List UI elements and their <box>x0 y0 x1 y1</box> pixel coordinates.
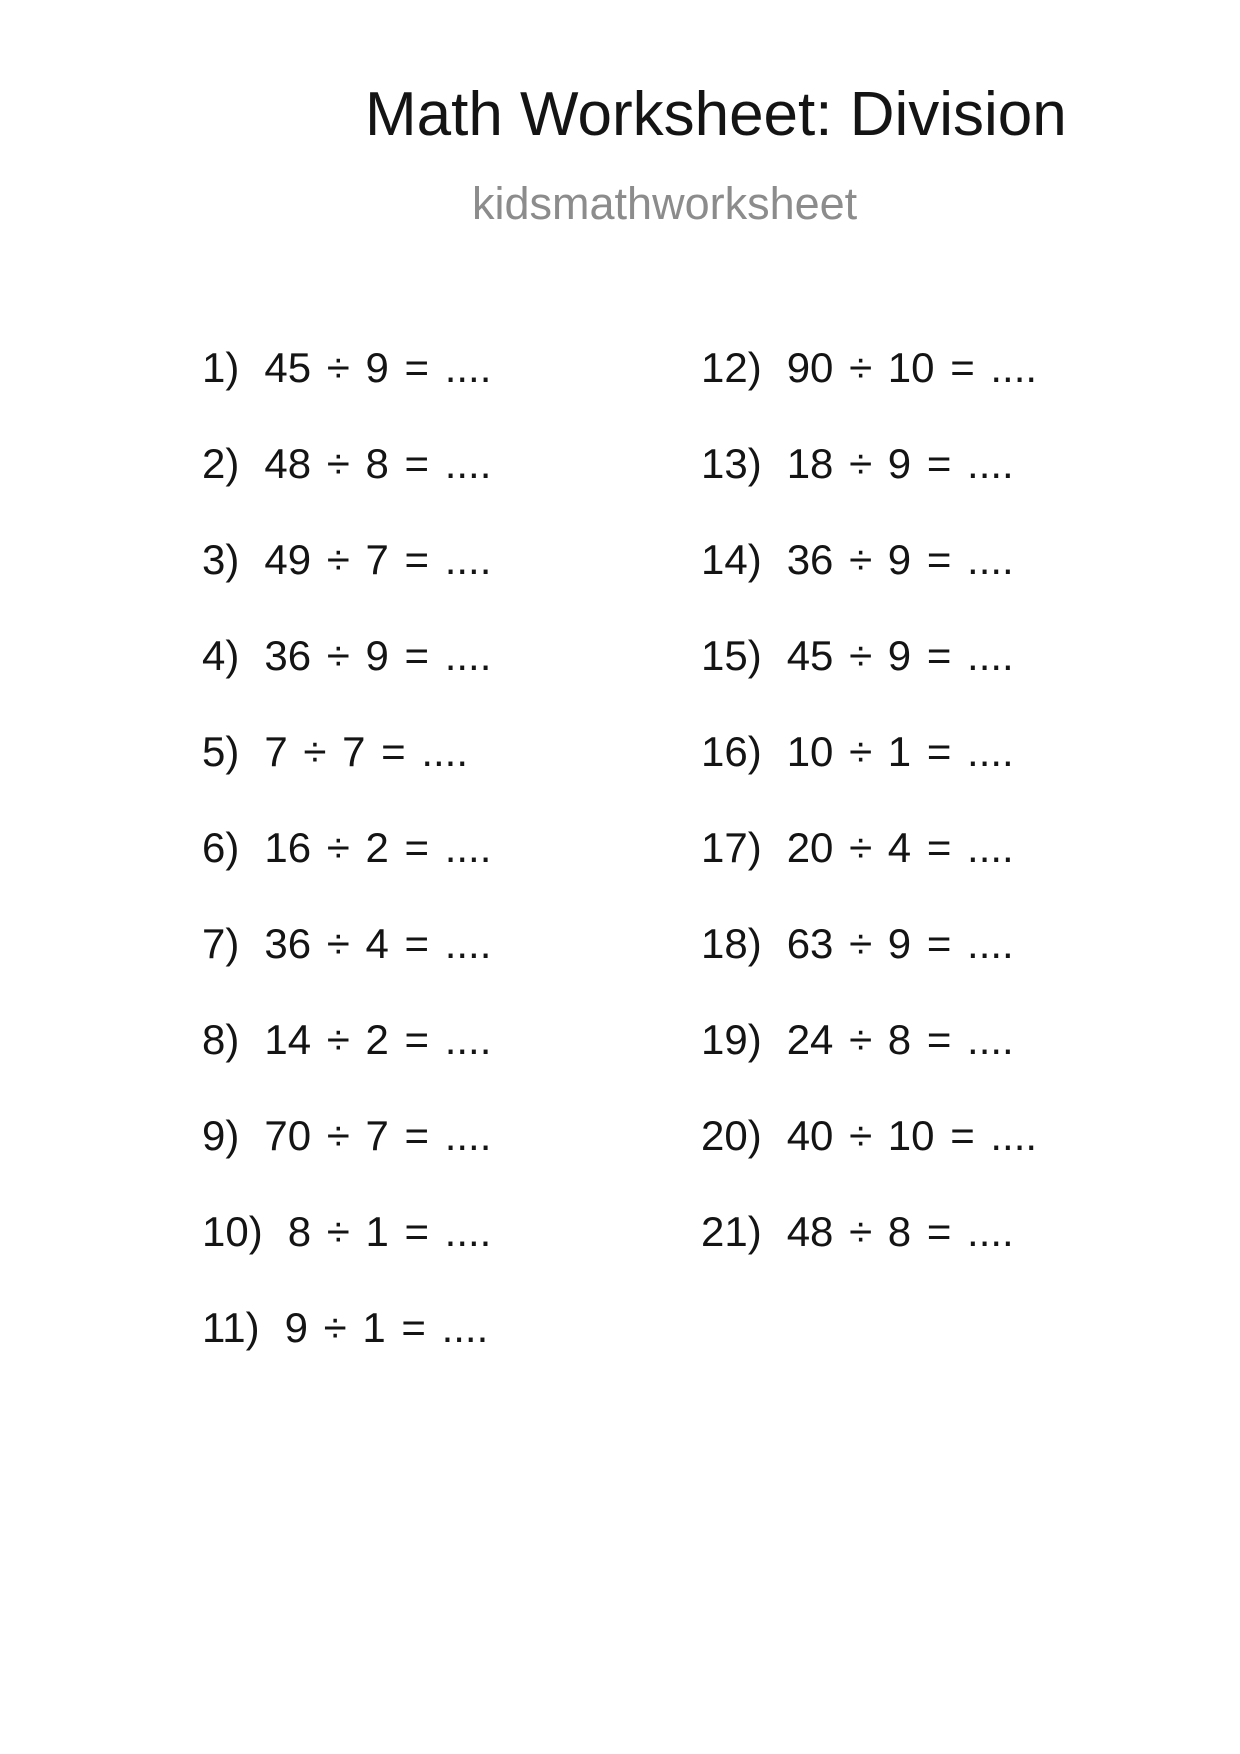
problem-expression: 36 ÷ 4 = .... <box>264 920 492 967</box>
problem-item <box>202 1280 491 1376</box>
problem-expression: 36 ÷ 9 = .... <box>786 536 1014 583</box>
problem-number: 2) <box>202 440 240 487</box>
problem-number: 12) <box>701 344 762 391</box>
problem-number: 4) <box>202 632 240 679</box>
site-name: kidsmathworksheet <box>472 178 858 229</box>
problem-item <box>701 1088 1037 1184</box>
problem-number: 17) <box>701 824 762 871</box>
problem-expression: 24 ÷ 8 = .... <box>786 1016 1014 1063</box>
problem-number: 14) <box>701 536 762 583</box>
problem-expression: 63 ÷ 9 = .... <box>786 920 1014 967</box>
problem-expression: 20 ÷ 4 = .... <box>786 824 1014 871</box>
problem-expression: 45 ÷ 9 = .... <box>786 632 1014 679</box>
problem-number: 15) <box>701 632 762 679</box>
problem-item <box>701 608 1037 704</box>
problem-item <box>701 896 1037 992</box>
problem-number: 20) <box>701 1112 762 1159</box>
problem-expression: 14 ÷ 2 = .... <box>264 1016 492 1063</box>
problems-column-left <box>202 320 491 1376</box>
problem-number: 9) <box>202 1112 240 1159</box>
problem-expression: 49 ÷ 7 = .... <box>264 536 492 583</box>
problem-item <box>701 320 1037 416</box>
problem-number: 1) <box>202 344 240 391</box>
problem-expression: 16 ÷ 2 = .... <box>264 824 492 871</box>
problem-number: 16) <box>701 728 762 775</box>
problems-column-right <box>701 320 1037 1280</box>
problem-number: 5) <box>202 728 240 775</box>
problem-item <box>701 992 1037 1088</box>
problem-number: 11) <box>202 1304 260 1351</box>
problem-item <box>202 512 491 608</box>
problem-expression: 18 ÷ 9 = .... <box>786 440 1014 487</box>
problem-item <box>202 704 491 800</box>
problem-item <box>202 800 491 896</box>
problem-expression: 90 ÷ 10 = .... <box>786 344 1038 391</box>
problem-expression: 9 ÷ 1 = .... <box>284 1304 489 1351</box>
page-title: Math Worksheet: Division <box>365 80 1067 149</box>
problem-expression: 48 ÷ 8 = .... <box>786 1208 1014 1255</box>
problem-item <box>202 896 491 992</box>
problem-expression: 40 ÷ 10 = .... <box>786 1112 1038 1159</box>
problem-number: 7) <box>202 920 240 967</box>
problem-expression: 10 ÷ 1 = .... <box>786 728 1014 775</box>
problem-item <box>701 512 1037 608</box>
problem-number: 18) <box>701 920 762 967</box>
problem-item <box>701 1184 1037 1280</box>
problem-item <box>202 320 491 416</box>
problem-expression: 36 ÷ 9 = .... <box>264 632 492 679</box>
problem-expression: 7 ÷ 7 = .... <box>264 728 469 775</box>
problem-item <box>202 992 491 1088</box>
problem-item <box>202 1184 491 1280</box>
problem-expression: 70 ÷ 7 = .... <box>264 1112 492 1159</box>
problem-item <box>202 416 491 512</box>
problem-number: 3) <box>202 536 240 583</box>
problem-number: 19) <box>701 1016 762 1063</box>
problem-number: 8) <box>202 1016 240 1063</box>
problem-expression: 8 ÷ 1 = .... <box>287 1208 492 1255</box>
problem-item <box>701 704 1037 800</box>
problem-item <box>701 416 1037 512</box>
problem-expression: 45 ÷ 9 = .... <box>264 344 492 391</box>
problem-item <box>202 608 491 704</box>
problem-number: 6) <box>202 824 240 871</box>
problem-item <box>202 1088 491 1184</box>
problem-number: 10) <box>202 1208 263 1255</box>
problem-item <box>701 800 1037 896</box>
problem-expression: 48 ÷ 8 = .... <box>264 440 492 487</box>
problem-number: 13) <box>701 440 762 487</box>
problem-number: 21) <box>701 1208 762 1255</box>
